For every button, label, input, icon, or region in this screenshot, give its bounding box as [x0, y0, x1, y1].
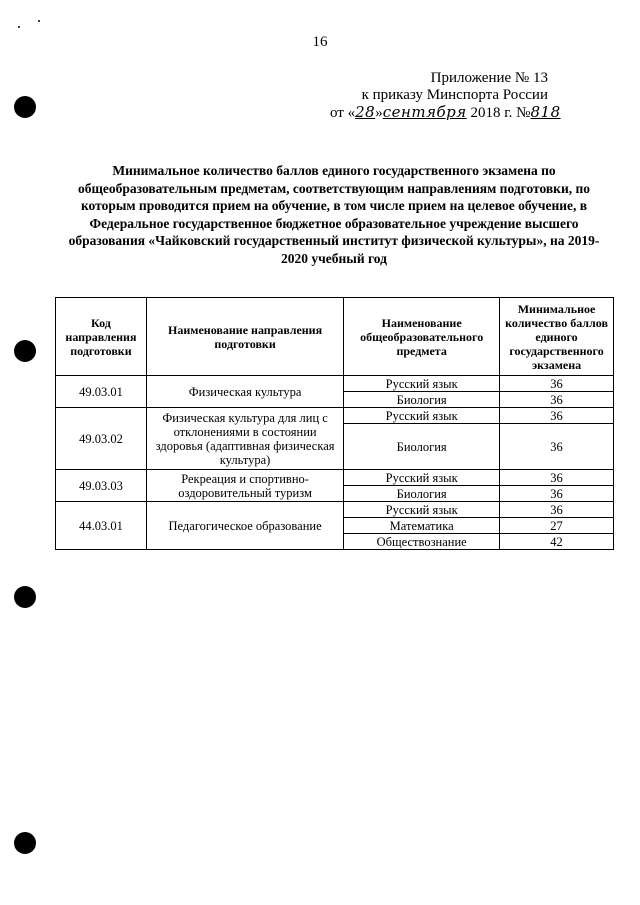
subject-name: Обществознание: [344, 534, 500, 550]
header-min-score: Минимальное количество баллов единого государственного экзамена: [500, 298, 614, 376]
direction-name: Педагогическое образование: [146, 502, 343, 550]
date-month: сентября: [382, 103, 467, 121]
date-mid: »: [375, 105, 383, 121]
table-row: [56, 376, 614, 392]
direction-name: Рекреация и спортивно-оздоровительный туризм: [146, 470, 343, 502]
appendix-line-1: Приложение № 13: [430, 70, 548, 86]
header-subject: Наименование общеобразовательного предмета: [344, 298, 500, 376]
min-score: 42: [500, 534, 614, 550]
subject-name: Биология: [344, 424, 500, 470]
punch-hole-2: [14, 340, 36, 362]
min-score: 36: [500, 424, 614, 470]
table-header-row: [56, 298, 614, 376]
header-direction-name: Наименование направления подготовки: [146, 298, 343, 376]
subject-name: Биология: [344, 392, 500, 408]
subject-name: Русский язык: [344, 408, 500, 424]
header-code: Код направления подготовки: [56, 298, 147, 376]
min-score: 36: [500, 392, 614, 408]
min-score: 36: [500, 376, 614, 392]
date-day: 28: [355, 103, 376, 121]
appendix-line-2: к приказу Минспорта России: [361, 87, 548, 103]
min-score: 36: [500, 486, 614, 502]
subject-name: Биология: [344, 486, 500, 502]
table-row: [56, 470, 614, 486]
direction-code: 49.03.03: [56, 470, 147, 502]
date-year: 2018 г. №: [470, 105, 531, 121]
table-row: [56, 408, 614, 424]
punch-hole-4: [14, 832, 36, 854]
direction-code: 49.03.01: [56, 376, 147, 408]
document-title: Минимальное количество баллов единого государственного экзамена по общеобразовательным предметам, соответствующим направлениям подготовки, по которым проводится прием на обучение, в том числе прием на целевое обучение, в Федеральное государственное бюджетное образовательное учреждение высшего образования «Чайковский государственный институт физической культуры», на 2019-2020 учебный год: [68, 163, 600, 266]
appendix-date-line: [330, 103, 561, 122]
page-number: 16: [312, 34, 328, 50]
punch-hole-1: [14, 96, 36, 118]
scores-table: [55, 297, 614, 550]
subject-name: Русский язык: [344, 502, 500, 518]
punch-hole-3: [14, 586, 36, 608]
scan-speck: [38, 20, 40, 22]
direction-name: Физическая культура для лиц с отклонениями в состоянии здоровья (адаптивная физическая культура): [146, 408, 343, 470]
direction-name: Физическая культура: [146, 376, 343, 408]
date-prefix: от «: [330, 105, 356, 121]
subject-name: Русский язык: [344, 376, 500, 392]
order-number: 818: [530, 103, 561, 121]
min-score: 36: [500, 408, 614, 424]
direction-code: 44.03.01: [56, 502, 147, 550]
subject-name: Русский язык: [344, 470, 500, 486]
direction-code: 49.03.02: [56, 408, 147, 470]
min-score: 27: [500, 518, 614, 534]
min-score: 36: [500, 502, 614, 518]
table-row: [56, 502, 614, 518]
min-score: 36: [500, 470, 614, 486]
appendix-header: [330, 70, 561, 122]
subject-name: Математика: [344, 518, 500, 534]
scan-speck: [18, 26, 20, 28]
